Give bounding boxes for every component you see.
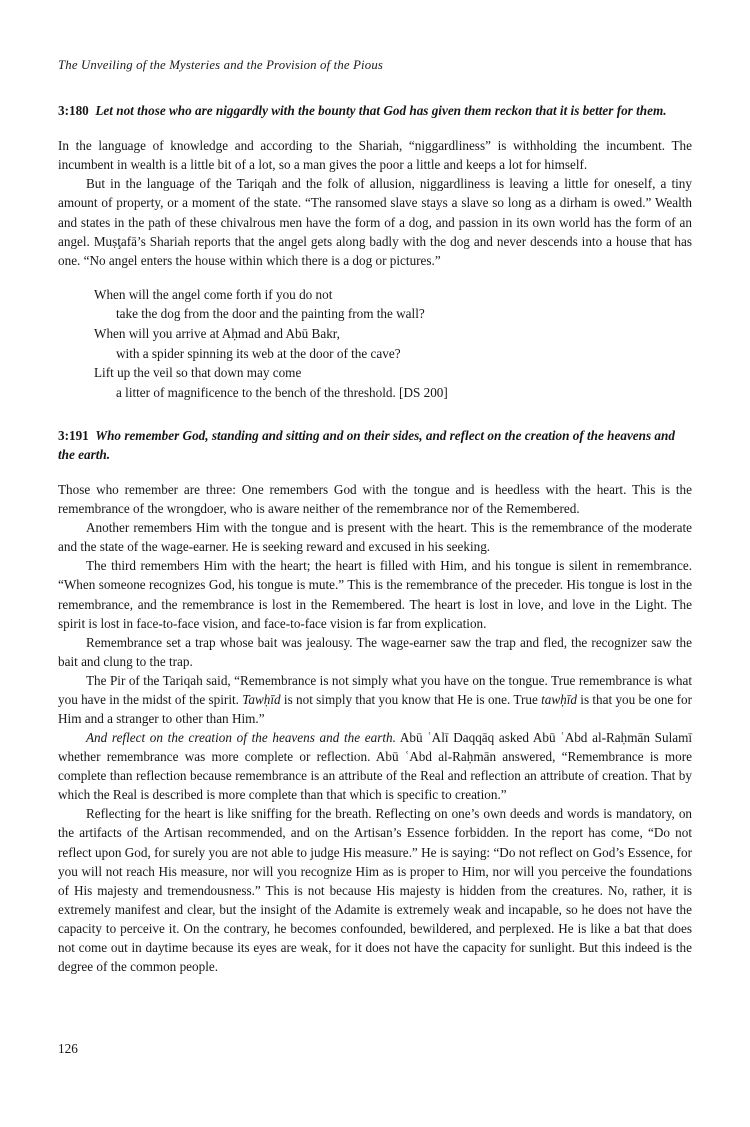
verse-number: 3:180 <box>58 103 89 119</box>
paragraph-pir-tariqah <box>58 671 692 728</box>
paragraph: Those who remember are three: One remembers God with the tongue and is heedless with the heart. This is the remembrance of the wrongdoer, who is aware neither of the remembrance nor of the Remembered. <box>58 482 692 517</box>
paragraph-reflect-commentary <box>58 728 692 804</box>
poem-line: Lift up the veil so that down may come <box>94 365 302 381</box>
verse-number: 3:191 <box>58 428 89 444</box>
paragraph: In the language of knowledge and according to the Shariah, “niggardliness” is withholding the incumbent. The incumbent in wealth is a little bit of a lot, so a man gives the poor a little and keeps a lot for himself. <box>58 138 692 173</box>
text-run: The Pir of the Tariqah said, “Remembrance is not simply what you have on the tongue. True remembrance is what you have in the midst of the spirit. <box>58 672 692 707</box>
paragraph: Remembrance set a trap whose bait was jealousy. The wage-earner saw the trap and fled, the recognizer saw the bait and clung to the trap. <box>58 634 692 669</box>
term-tawhid: tawḥīd <box>541 691 577 707</box>
verse-heading-3-191 <box>58 427 692 465</box>
paragraph: Another remembers Him with the tongue and is present with the heart. This is the remembrance of the moderate and the state of the wage-earner. He is seeking reward and excused in his seeking. <box>58 520 692 555</box>
poem-block <box>58 285 692 403</box>
page-number: 126 <box>58 1041 78 1056</box>
text-run: is that you be one for Him and a stranger to other than Him.” <box>58 691 693 727</box>
paragraph: But in the language of the Tariqah and the folk of allusion, niggardliness is leaving a little for oneself, a tiny amount of property, or a moment of the state. “The ransomed slave stays a slave so long as a dirham is owed.” Wealth and states in the path of these chivalrous men have the form of a dog, and passion in its own world has the form of an angel. Muṣţafā’s Shariah reports that the angel gets along badly with the dog and never descends into a house that has one. “No angel enters the house within which there is a dog or pictures.” <box>58 176 692 268</box>
paragraph: Reflecting for the heart is like sniffing for the breath. Reflecting on one’s own deeds and words is mandatory, on the artifacts of the Artisan recommended, and on the Artisan’s Essence forbidden. In the report has come, “Do not reflect upon God, for surely you are not able to judge His measure.” He is saying: “Do not reflect on God’s Essence, for you will not reach His measure, nor will you recognize Him as is proper to Him, nor will you perceive the foundations of His majesty and tremendousness.” This is not because His majesty is hidden from the creatures. No, rather, it is extremely manifest and clear, but the insight of the Adamite is extremely weak and incapable, so he does not have the capacity to perceive it. On the contrary, he becomes confounded, bewildered, and perplexed. He is like a bat that does not come out in daytime because its eyes are weak, for it does not have the capacity for sunlight. But this indeed is the degree of the common people. <box>58 806 692 975</box>
quoted-verse-fragment: And reflect on the creation of the heavens and the earth. <box>86 730 396 746</box>
verse-heading-3-180 <box>58 102 692 121</box>
poem-line: a litter of magnificence to the bench of the threshold. [DS 200] <box>116 384 448 400</box>
running-head: The Unveiling of the Mysteries and the Provision of the Pious <box>58 58 383 72</box>
paragraph: The third remembers Him with the heart; the heart is filled with Him, and his tongue is silent in remembrance. “When someone recognizes God, his tongue is mute.” This is the remembrance of the preceder. His tongue is lost in the remembrance, and the remembrance is lost in the Remembered. The heart is lost in love, and love in the Light. The spirit is lost in face-to-face vision, and face-to-face vision is far from explication. <box>58 558 692 631</box>
text-run: is not simply that you know that He is one. True <box>280 691 542 707</box>
verse-text: Who remember God, standing and sitting and on their sides, and reflect on the creation of the heavens and the earth. <box>58 428 675 463</box>
term-tawhid: Tawḥīd <box>242 691 281 707</box>
text-run: Abū ʿAlī Daqqāq asked Abū ʿAbd al-Raḥmān Sulamī whether remembrance was more complete or reflection. Abū ʿAbd al-Raḥmān answered, “Remembrance is more complete than reflection because remembrance is an attribute of the Real and reflection an attribute of creation. That by which the Real is described is more complete than that which is specific to creation.” <box>58 730 693 803</box>
text-column <box>58 0 692 976</box>
poem-line: When will you arrive at Aḥmad and Abū Bakr, <box>94 325 340 341</box>
poem-line: with a spider spinning its web at the door of the cave? <box>116 345 401 361</box>
verse-text: Let not those who are niggardly with the bounty that God has given them reckon that it is better for them. <box>95 103 667 119</box>
poem-line: take the dog from the door and the painting from the wall? <box>116 306 425 322</box>
poem-line: When will the angel come forth if you do not <box>94 286 333 302</box>
